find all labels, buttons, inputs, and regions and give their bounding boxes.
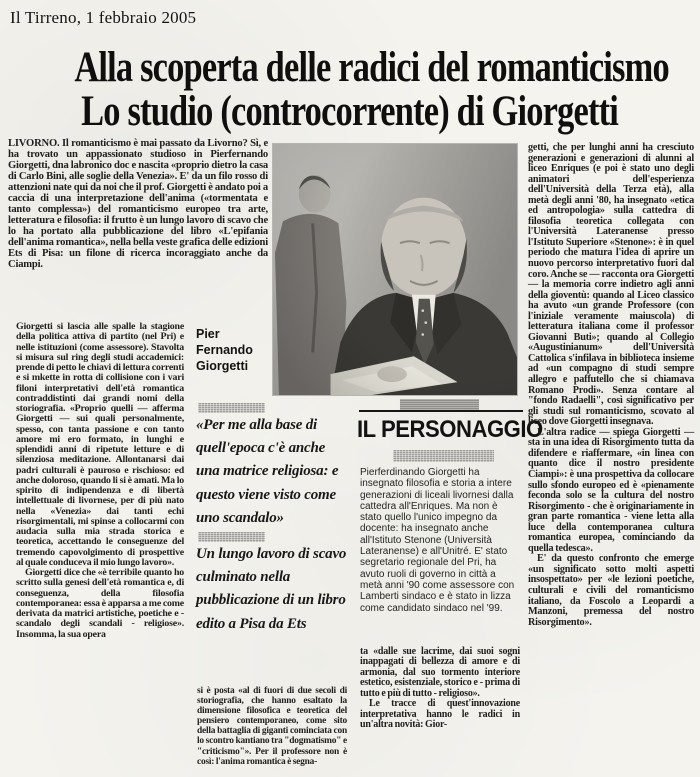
pullquote-divider bbox=[198, 403, 265, 413]
middle-column-body bbox=[197, 686, 347, 777]
middle-column-paragraph: si è posta «al di fuori di due secoli di storiografia, che hanno esaltato la dimensione filosofica e teoretica del pensiero contemporaneo, come sito della battaglia di giganti cominciata con lo scontro kantiano tra "dogmatismo" e "criticismo"». Per il professore non è così: l'anima romantica è segna- bbox=[197, 686, 347, 767]
headline-line-2 bbox=[0, 90, 700, 133]
personaggio-box-rule bbox=[359, 410, 523, 412]
photo-caption-line: Fernando bbox=[196, 343, 253, 357]
pullquote-1 bbox=[196, 414, 348, 530]
headline-line-2-text: Lo studio (controcorrente) di Giorgetti bbox=[81, 88, 619, 135]
intro-paragraph bbox=[8, 138, 268, 322]
headline-line-1-text: Alla scoperta delle radici del romanticismo bbox=[74, 44, 669, 91]
column-1-paragraph: Giorgetti si lascia alle spalle la stagione della politica attiva di partito (nel Pri) e nelle istituzioni (come assessore). Stavolta si misura sul ring degli studi accademici: prende di petto le chiavi di lettura correnti e si mkette in rotta di collisione con i vari filoni interpretativi dell'età romantica contraddistinti dai grandi nomi della storiografia. «Proprio quelli — afferma Giorgetti — sui quali personalmente, spesso, con tanta passione e con tanto amore mi ero formato, in lunghi e splendidi anni di ripetute letture e di silenziosa meditazione. Allontanarsi dai padri culturali è pauroso e rischioso: ed anche doloroso, quando li si è amati. Ma lo spirito di indipendenza e di libertà intellettuale di livornese, per di più nato nella «Venezia» dai tanti echi risorgimentali, mi spinse a collocarmi con audacia sulla mia strada storica e teoretica, accettando le conseguenze del tremendo capovolgimento di prospettive al quale conduceva il mio lungo lavoro». bbox=[16, 321, 184, 568]
personaggio-box-title-text: IL PERSONAGGIO bbox=[357, 416, 543, 443]
personaggio-box-title bbox=[357, 415, 543, 445]
column-5-paragraph: E' da questo confronto che emerge «un significato sotto molti aspetti insospettato» per «le lezioni poetiche, culturali e civili del romanticismo italiano, da Foscolo a Leopardi a Manzoni, premessa del nostro Risorgimento». bbox=[528, 553, 694, 628]
column-4-body bbox=[360, 647, 520, 731]
column-5-paragraph: getti, che per lunghi anni ha cresciuto generazioni e generazioni di alunni al liceo Enriques (e poi è stato uno degli animatori dell'esperienza dell'Università della Terza età), alla metà degli anni '80, ha insegnato «etica ed antropologia» sulla cattedra di filosofia teoretica collegata con l'Università Lateranense presso l'Istituto Superiore «Stenone»: è in quel periodo che matura l'idea di aprire un nuovo percorso interpretativo fuori dal coro. Anche se — racconta ora Giorgetti — la memoria corre indietro agli anni della gioventù: quando al Liceo classico ha avuto «un grande Professore (con l'iniziale veramente maiuscola) di letteratura italiana come il professor Giovanni Buti»; quando al Collegio «Augustinianum» dell'Università Cattolica s'infilava in biblioteca insieme ad «un compagno di studi sempre allegro e paffutello che si chiamava Romano Prodi». Senza contare al "fondo Radaelli", così significativo per gli studi sul romanticismo, scovato al liceo dove Giorgetti insegnava. bbox=[528, 142, 694, 428]
article-photo bbox=[272, 143, 518, 396]
column-4-paragraph: ta «dalle sue lacrime, dai suoi sogni inappagati di bellezza di amore e di armonia, dal suo tormento interiore estetico, esistenziale, storico e - prima di tutto e più di tutto - religioso». bbox=[360, 646, 520, 699]
pullquote-1-text: «Per me alla base di quell'epoca c'è anche una matrice religiosa: e questo viene visto come uno scandalo» bbox=[196, 417, 339, 526]
column-1-paragraph: Giorgetti dice che «è terribile quanto ho scritto sulla genesi dell'età romantica e, di conseguenza, della filosofia contemporanea: essa è apparsa a me come derivata da matrici artistiche, poetiche e - scandalo degli scandali - religiose». Insomma, la sua opera bbox=[16, 567, 184, 640]
column-4-paragraph: Le tracce di quest'innovazione interpretativa hanno le radici in un'altra novità: Gior- bbox=[360, 698, 520, 731]
intro-text: LIVORNO. Il romanticismo è mai passato da Livorno? Sì, e ha trovato un appassionato studioso in Pierfernando Giorgetti, dna labronico doc e nascita «proprio dietro la casa di Carlo Bini, alle soglie della Venezia». E' da un filo rosso di attenzioni nate qui da noi che il prof. Giorgetti è andato poi a caccia di una interpretazione dell'anima («tormentata e tanto complessa») del romanticismo europeo tra arte, letteratura e filosofia: il frutto è un lungo lavoro di scavo che lo ha portato alla pubblicazione del libro «L'epifania dell'anima romantica», nella bella veste grafica delle edizioni Ets di Pisa: un filone di ricerca incoraggiato anche da Ciampi. bbox=[8, 138, 268, 270]
personaggio-box-paragraph: Pierferdinando Giorgetti ha insegnato filosofia e storia a intere generazioni di liceali livornesi dalla cattedra all'Enriques. Ma non è stato quello l'unico impegno da docente: ha insegnato anche all'Istituto Stenone (Università Lateranense) e all'Unitré. E' stato segretario regionale del Pri, ha avuto ruoli di governo in città a metà anni '90 come assessore con Lamberti sindaco e è stato in lizza come candidato sindaco nel '99. bbox=[360, 467, 515, 614]
column-5 bbox=[528, 143, 694, 628]
masthead-dateline: Il Tirreno, 1 febbraio 2005 bbox=[10, 8, 197, 27]
column-1 bbox=[16, 322, 184, 640]
headline-line-1 bbox=[0, 46, 700, 89]
personaggio-box-divider bbox=[393, 450, 494, 462]
pullquote-2-text: Un lungo lavoro di scavo culminato nella pubblicazione di un libro edito a Pisa da Ets bbox=[196, 546, 347, 632]
photo-caption bbox=[196, 326, 270, 374]
personaggio-box-tab bbox=[400, 399, 479, 410]
photo-illustration bbox=[273, 144, 517, 395]
column-5-paragraph: L'altra radice — spiega Giorgetti — sta in una idea di Risorgimento tutta da difendere e riaffermare, «in linea con quanto dice il nostro presidente Ciampi»: è una prospettiva da collocare sullo sfondo europeo ed è «pienamente feconda solo se la cultura del nostro Risorgimento - che è originariamente in gran parte romantica - viene letta alla luce della contemporanea cultura romantica europea, cominciando da quella tedesca». bbox=[528, 426, 694, 554]
photo-caption-line: Pier bbox=[196, 327, 220, 341]
pullquote-2 bbox=[196, 543, 348, 636]
personaggio-box-text bbox=[360, 467, 518, 614]
pullquote-divider bbox=[198, 532, 265, 542]
photo-caption-line: Giorgetti bbox=[196, 359, 249, 373]
